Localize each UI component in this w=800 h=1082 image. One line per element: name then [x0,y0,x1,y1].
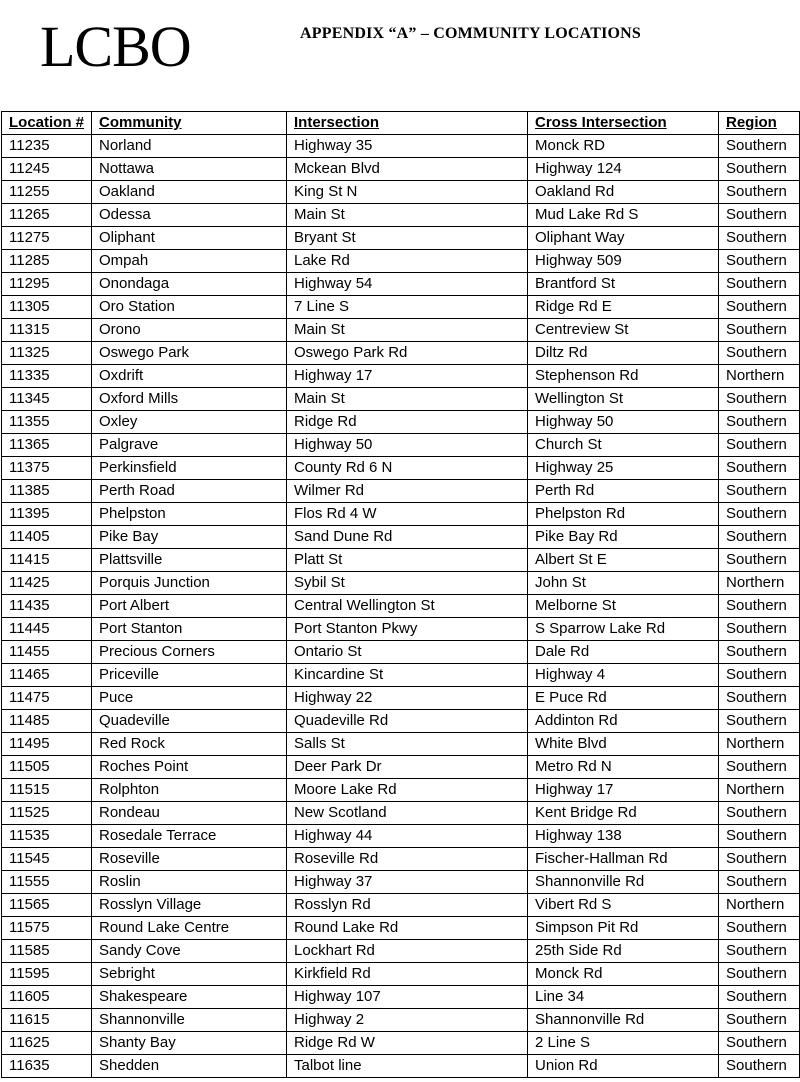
table-row [2,940,800,963]
table-row [2,365,800,388]
region-cell: Southern [719,940,800,963]
cross-intersection-cell: Perth Rd [528,480,719,503]
location-number-cell: 11235 [2,135,92,158]
cross-intersection-cell: Wellington St [528,388,719,411]
location-number-cell: 11385 [2,480,92,503]
location-number-cell: 11575 [2,917,92,940]
intersection-cell: King St N [287,181,528,204]
table-row [2,135,800,158]
location-number-cell: 11295 [2,273,92,296]
cross-intersection-cell: 25th Side Rd [528,940,719,963]
community-cell: Rolphton [92,779,287,802]
region-cell: Southern [719,1055,800,1078]
cross-intersection-cell: S Sparrow Lake Rd [528,618,719,641]
intersection-cell: Main St [287,319,528,342]
community-locations-table [1,111,800,1078]
table-row [2,158,800,181]
community-cell: Norland [92,135,287,158]
community-cell: Ompah [92,250,287,273]
intersection-cell: Moore Lake Rd [287,779,528,802]
community-cell: Sebright [92,963,287,986]
table-row [2,503,800,526]
cross-intersection-cell: Brantford St [528,273,719,296]
region-cell: Southern [719,641,800,664]
location-number-cell: 11595 [2,963,92,986]
cross-intersection-cell: Oliphant Way [528,227,719,250]
cross-intersection-cell: Highway 4 [528,664,719,687]
region-cell: Southern [719,664,800,687]
intersection-cell: Port Stanton Pkwy [287,618,528,641]
intersection-cell: Oswego Park Rd [287,342,528,365]
community-cell: Port Stanton [92,618,287,641]
intersection-cell: Main St [287,388,528,411]
cross-intersection-cell: Albert St E [528,549,719,572]
location-number-cell: 11585 [2,940,92,963]
cross-intersection-cell: Church St [528,434,719,457]
community-cell: Precious Corners [92,641,287,664]
cross-intersection-cell: Monck Rd [528,963,719,986]
table-row [2,733,800,756]
cross-intersection-cell: Highway 50 [528,411,719,434]
cross-intersection-cell: John St [528,572,719,595]
intersection-cell: Lockhart Rd [287,940,528,963]
location-number-cell: 11315 [2,319,92,342]
intersection-cell: Wilmer Rd [287,480,528,503]
cross-intersection-cell: Vibert Rd S [528,894,719,917]
region-cell: Northern [719,779,800,802]
column-header-cross-intersection: Cross Intersection [528,112,719,135]
region-cell: Southern [719,480,800,503]
column-header-intersection: Intersection [287,112,528,135]
cross-intersection-cell: Highway 138 [528,825,719,848]
location-number-cell: 11325 [2,342,92,365]
table-header-row [2,112,800,135]
location-number-cell: 11345 [2,388,92,411]
location-number-cell: 11445 [2,618,92,641]
table-row [2,526,800,549]
community-cell: Rosedale Terrace [92,825,287,848]
cross-intersection-cell: Highway 509 [528,250,719,273]
table-row [2,779,800,802]
table-row [2,296,800,319]
cross-intersection-cell: Centreview St [528,319,719,342]
region-cell: Northern [719,365,800,388]
cross-intersection-cell: Addinton Rd [528,710,719,733]
community-cell: Roseville [92,848,287,871]
location-number-cell: 11465 [2,664,92,687]
region-cell: Southern [719,618,800,641]
location-number-cell: 11375 [2,457,92,480]
table-row [2,1032,800,1055]
region-cell: Southern [719,457,800,480]
intersection-cell: Round Lake Rd [287,917,528,940]
intersection-cell: Central Wellington St [287,595,528,618]
intersection-cell: Ridge Rd [287,411,528,434]
community-cell: Porquis Junction [92,572,287,595]
column-header-location: Location # [2,112,92,135]
region-cell: Southern [719,1009,800,1032]
page-title: APPENDIX “A” – COMMUNITY LOCATIONS [300,25,642,42]
intersection-cell: Sand Dune Rd [287,526,528,549]
intersection-cell: Rosslyn Rd [287,894,528,917]
intersection-cell: Sybil St [287,572,528,595]
location-number-cell: 11285 [2,250,92,273]
location-number-cell: 11405 [2,526,92,549]
intersection-cell: Highway 44 [287,825,528,848]
community-cell: Oxford Mills [92,388,287,411]
region-cell: Southern [719,434,800,457]
intersection-cell: Flos Rd 4 W [287,503,528,526]
cross-intersection-cell: Shannonville Rd [528,1009,719,1032]
location-number-cell: 11335 [2,365,92,388]
cross-intersection-cell: Monck RD [528,135,719,158]
table-row [2,963,800,986]
cross-intersection-cell: Fischer-Hallman Rd [528,848,719,871]
community-cell: Shedden [92,1055,287,1078]
community-cell: Puce [92,687,287,710]
table-row [2,756,800,779]
location-number-cell: 11255 [2,181,92,204]
location-number-cell: 11355 [2,411,92,434]
table-row [2,572,800,595]
region-cell: Southern [719,319,800,342]
intersection-cell: 7 Line S [287,296,528,319]
community-cell: Pike Bay [92,526,287,549]
location-number-cell: 11555 [2,871,92,894]
location-number-cell: 11515 [2,779,92,802]
table-row [2,917,800,940]
table-row [2,227,800,250]
location-number-cell: 11395 [2,503,92,526]
cross-intersection-cell: E Puce Rd [528,687,719,710]
community-cell: Roslin [92,871,287,894]
table-row [2,894,800,917]
region-cell: Southern [719,526,800,549]
community-cell: Oxley [92,411,287,434]
intersection-cell: Kincardine St [287,664,528,687]
community-cell: Plattsville [92,549,287,572]
community-cell: Oakland [92,181,287,204]
cross-intersection-cell: Diltz Rd [528,342,719,365]
table-row [2,388,800,411]
table-row [2,871,800,894]
location-number-cell: 11245 [2,158,92,181]
intersection-cell: Mckean Blvd [287,158,528,181]
region-cell: Southern [719,296,800,319]
cross-intersection-cell: White Blvd [528,733,719,756]
region-cell: Southern [719,204,800,227]
cross-intersection-cell: Stephenson Rd [528,365,719,388]
cross-intersection-cell: Melborne St [528,595,719,618]
community-cell: Oliphant [92,227,287,250]
region-cell: Southern [719,917,800,940]
location-number-cell: 11275 [2,227,92,250]
region-cell: Southern [719,158,800,181]
community-cell: Shakespeare [92,986,287,1009]
region-cell: Southern [719,135,800,158]
community-cell: Nottawa [92,158,287,181]
region-cell: Southern [719,411,800,434]
community-cell: Roches Point [92,756,287,779]
cross-intersection-cell: Highway 17 [528,779,719,802]
community-cell: Palgrave [92,434,287,457]
region-cell: Northern [719,572,800,595]
community-cell: Onondaga [92,273,287,296]
community-cell: Port Albert [92,595,287,618]
cross-intersection-cell: Shannonville Rd [528,871,719,894]
table-row [2,480,800,503]
community-cell: Oro Station [92,296,287,319]
table-row [2,204,800,227]
table-row [2,641,800,664]
cross-intersection-cell: Simpson Pit Rd [528,917,719,940]
intersection-cell: Highway 22 [287,687,528,710]
community-cell: Perth Road [92,480,287,503]
location-number-cell: 11485 [2,710,92,733]
cross-intersection-cell: Ridge Rd E [528,296,719,319]
table-row [2,687,800,710]
location-number-cell: 11305 [2,296,92,319]
location-number-cell: 11415 [2,549,92,572]
intersection-cell: Ridge Rd W [287,1032,528,1055]
region-cell: Southern [719,986,800,1009]
table-row [2,710,800,733]
location-number-cell: 11265 [2,204,92,227]
table-row [2,181,800,204]
community-cell: Quadeville [92,710,287,733]
community-cell: Rosslyn Village [92,894,287,917]
region-cell: Southern [719,227,800,250]
table-row [2,434,800,457]
table-row [2,664,800,687]
region-cell: Northern [719,733,800,756]
intersection-cell: Quadeville Rd [287,710,528,733]
location-number-cell: 11565 [2,894,92,917]
location-number-cell: 11615 [2,1009,92,1032]
table-row [2,595,800,618]
community-cell: Red Rock [92,733,287,756]
region-cell: Southern [719,1032,800,1055]
cross-intersection-cell: Phelpston Rd [528,503,719,526]
intersection-cell: Highway 107 [287,986,528,1009]
community-cell: Priceville [92,664,287,687]
intersection-cell: Kirkfield Rd [287,963,528,986]
intersection-cell: Bryant St [287,227,528,250]
cross-intersection-cell: Dale Rd [528,641,719,664]
location-number-cell: 11475 [2,687,92,710]
region-cell: Southern [719,848,800,871]
community-cell: Odessa [92,204,287,227]
region-cell: Northern [719,894,800,917]
table-row [2,411,800,434]
region-cell: Southern [719,342,800,365]
region-cell: Southern [719,825,800,848]
intersection-cell: Main St [287,204,528,227]
location-number-cell: 11625 [2,1032,92,1055]
table-row [2,825,800,848]
intersection-cell: New Scotland [287,802,528,825]
region-cell: Southern [719,710,800,733]
location-number-cell: 11455 [2,641,92,664]
location-number-cell: 11635 [2,1055,92,1078]
community-cell: Perkinsfield [92,457,287,480]
intersection-cell: Highway 35 [287,135,528,158]
table-row [2,848,800,871]
intersection-cell: Highway 54 [287,273,528,296]
community-cell: Phelpston [92,503,287,526]
region-cell: Southern [719,273,800,296]
community-cell: Shanty Bay [92,1032,287,1055]
intersection-cell: Platt St [287,549,528,572]
location-number-cell: 11535 [2,825,92,848]
intersection-cell: Salls St [287,733,528,756]
cross-intersection-cell: Line 34 [528,986,719,1009]
cross-intersection-cell: Metro Rd N [528,756,719,779]
table-row [2,342,800,365]
intersection-cell: County Rd 6 N [287,457,528,480]
table-row [2,802,800,825]
region-cell: Southern [719,549,800,572]
community-cell: Orono [92,319,287,342]
region-cell: Southern [719,503,800,526]
location-number-cell: 11545 [2,848,92,871]
intersection-cell: Highway 37 [287,871,528,894]
location-number-cell: 11435 [2,595,92,618]
column-header-region: Region [719,112,800,135]
community-cell: Oswego Park [92,342,287,365]
region-cell: Southern [719,756,800,779]
cross-intersection-cell: Pike Bay Rd [528,526,719,549]
table-row [2,549,800,572]
intersection-cell: Roseville Rd [287,848,528,871]
community-cell: Round Lake Centre [92,917,287,940]
region-cell: Southern [719,963,800,986]
cross-intersection-cell: Union Rd [528,1055,719,1078]
region-cell: Southern [719,595,800,618]
intersection-cell: Ontario St [287,641,528,664]
region-cell: Southern [719,687,800,710]
table-body [2,135,800,1078]
location-number-cell: 11525 [2,802,92,825]
lcbo-logo: LCBO [40,14,191,79]
intersection-cell: Highway 17 [287,365,528,388]
intersection-cell: Deer Park Dr [287,756,528,779]
community-cell: Oxdrift [92,365,287,388]
community-cell: Sandy Cove [92,940,287,963]
intersection-cell: Talbot line [287,1055,528,1078]
region-cell: Southern [719,388,800,411]
region-cell: Southern [719,250,800,273]
location-number-cell: 11495 [2,733,92,756]
table-row [2,986,800,1009]
location-number-cell: 11365 [2,434,92,457]
cross-intersection-cell: Oakland Rd [528,181,719,204]
table-row [2,1055,800,1078]
intersection-cell: Lake Rd [287,250,528,273]
column-header-community: Community [92,112,287,135]
table-row [2,618,800,641]
community-cell: Shannonville [92,1009,287,1032]
region-cell: Southern [719,802,800,825]
cross-intersection-cell: Kent Bridge Rd [528,802,719,825]
cross-intersection-cell: Mud Lake Rd S [528,204,719,227]
table-row [2,1009,800,1032]
table-row [2,273,800,296]
location-number-cell: 11505 [2,756,92,779]
table-row [2,319,800,342]
table-row [2,250,800,273]
region-cell: Southern [719,181,800,204]
cross-intersection-cell: Highway 25 [528,457,719,480]
cross-intersection-cell: 2 Line S [528,1032,719,1055]
intersection-cell: Highway 2 [287,1009,528,1032]
cross-intersection-cell: Highway 124 [528,158,719,181]
location-number-cell: 11425 [2,572,92,595]
community-cell: Rondeau [92,802,287,825]
region-cell: Southern [719,871,800,894]
location-number-cell: 11605 [2,986,92,1009]
table-row [2,457,800,480]
intersection-cell: Highway 50 [287,434,528,457]
